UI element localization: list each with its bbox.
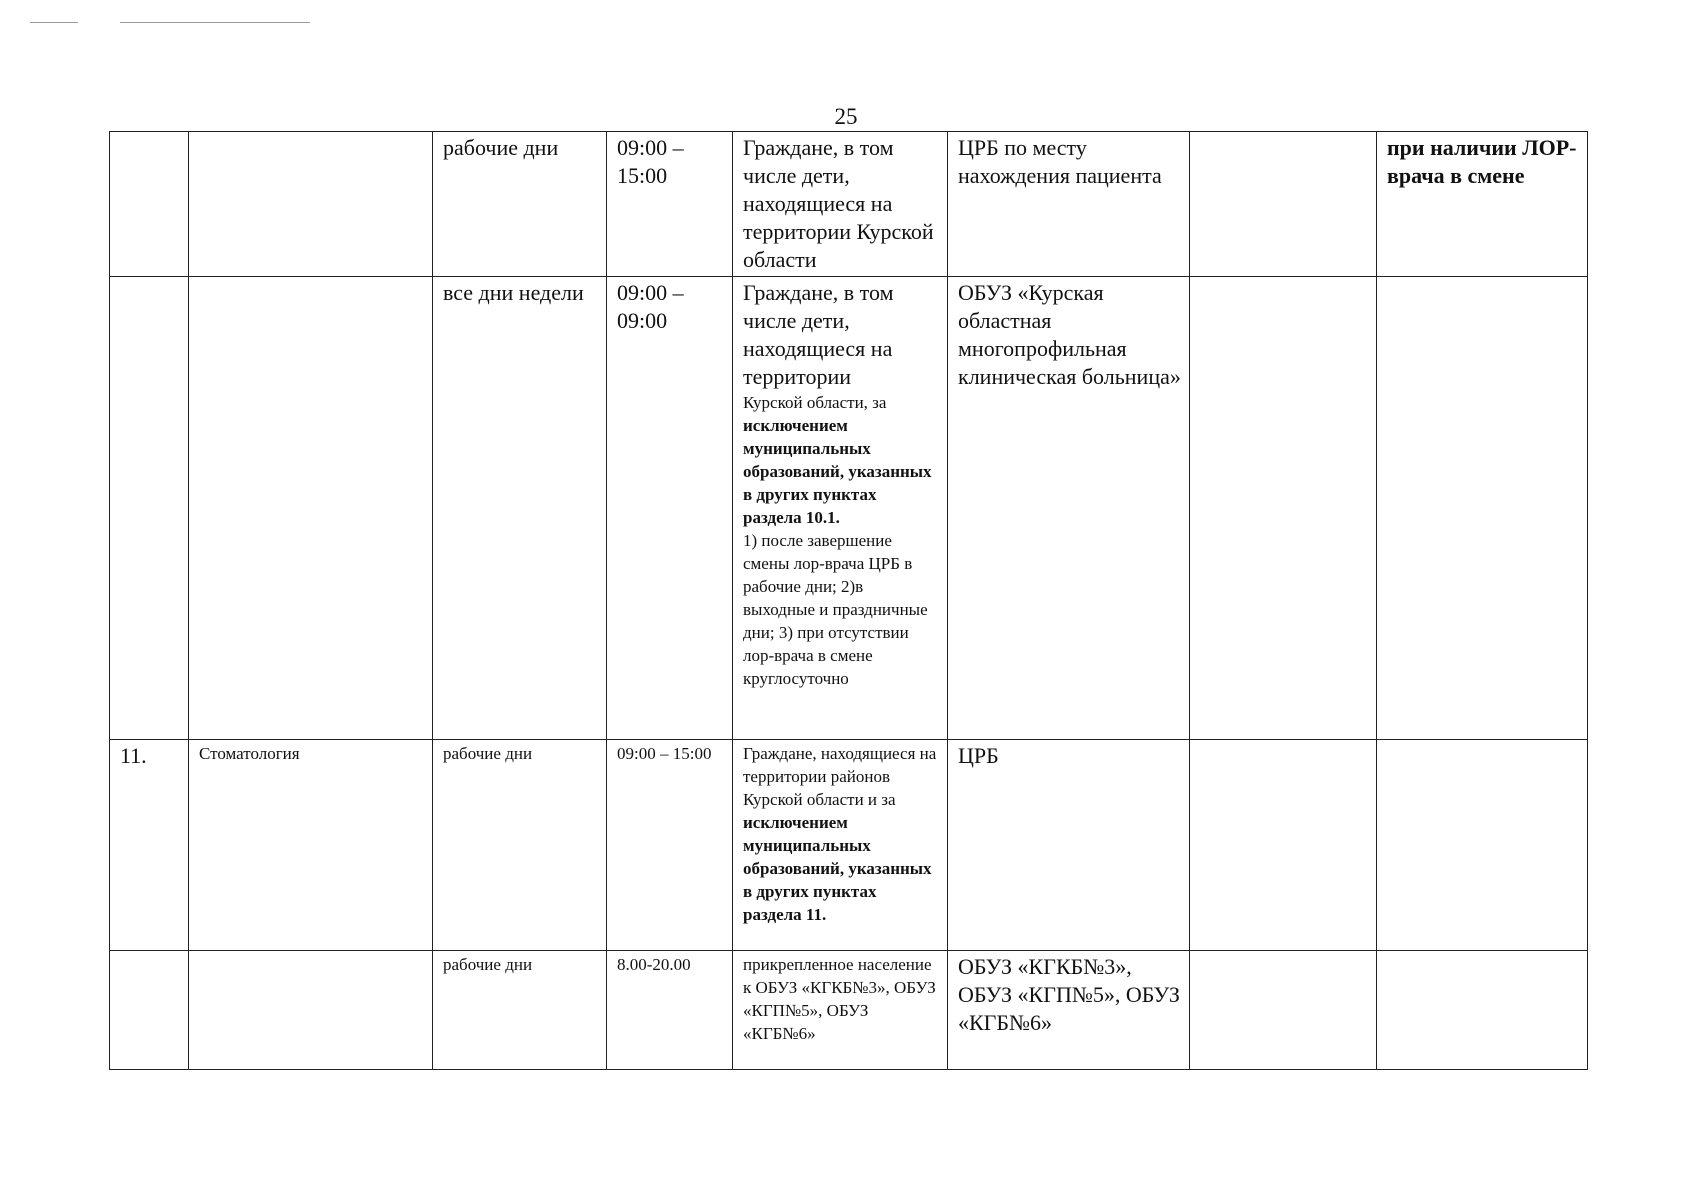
row-number-cell <box>110 132 189 277</box>
population-conditions-text: 1) после завершение смены лор-врача ЦРБ в рабочие дни; 2)в выходные и праздничные дни; 3) при отсутствии лор-врача в смене круглосуточно <box>743 531 928 688</box>
population-cell <box>733 277 948 740</box>
row-number-cell: 11. <box>110 740 189 951</box>
note-cell <box>1377 951 1588 1070</box>
specialty-cell <box>189 951 433 1070</box>
empty-cell <box>1190 132 1377 277</box>
population-cell: прикрепленное население к ОБУЗ «КГКБ№3», ОБУЗ «КГП№5», ОБУЗ «КГБ№6» <box>733 951 948 1070</box>
empty-cell <box>1190 951 1377 1070</box>
population-cell <box>733 740 948 951</box>
organization-cell: ОБУЗ «Курская областная многопрофильная клиническая больница» <box>948 277 1190 740</box>
days-cell: рабочие дни <box>433 951 607 1070</box>
hours-cell: 09:00 – 09:00 <box>607 277 733 740</box>
days-cell: рабочие дни <box>433 740 607 951</box>
specialty-cell: Стоматология <box>189 740 433 951</box>
note-cell <box>1377 277 1588 740</box>
table-row <box>110 132 1588 277</box>
note-cell: при наличии ЛОР-врача в смене <box>1377 132 1588 277</box>
population-exclusion-text: исключением муниципальных образований, указанных в других пунктах раздела 10.1. <box>743 416 932 527</box>
table-row <box>110 277 1588 740</box>
table-row <box>110 740 1588 951</box>
empty-cell <box>1190 277 1377 740</box>
organization-cell: ЦРБ <box>948 740 1190 951</box>
scan-speck <box>30 22 78 23</box>
hours-cell: 09:00 – 15:00 <box>607 740 733 951</box>
scan-speck <box>120 22 310 23</box>
hours-cell: 09:00 – 15:00 <box>607 132 733 277</box>
schedule-table <box>109 131 1588 1070</box>
hours-cell: 8.00-20.00 <box>607 951 733 1070</box>
population-text: Граждане, находящиеся на территории районов Курской области и за <box>743 744 937 809</box>
note-cell <box>1377 740 1588 951</box>
organization-cell: ОБУЗ «КГКБ№3», ОБУЗ «КГП№5», ОБУЗ «КГБ№6» <box>948 951 1190 1070</box>
days-cell: рабочие дни <box>433 132 607 277</box>
population-text: Граждане, в том числе дети, находящиеся на территории <box>743 280 894 389</box>
row-number-cell <box>110 277 189 740</box>
table-row <box>110 951 1588 1070</box>
specialty-cell <box>189 277 433 740</box>
page-number: 25 <box>834 104 858 129</box>
organization-cell: ЦРБ по месту нахождения пациента <box>948 132 1190 277</box>
population-text: Курской области, за <box>743 393 887 412</box>
population-exclusion-text: исключением муниципальных образований, указанных в других пунктах раздела 11. <box>743 813 932 924</box>
specialty-cell <box>189 132 433 277</box>
days-cell: все дни недели <box>433 277 607 740</box>
row-number-cell <box>110 951 189 1070</box>
empty-cell <box>1190 740 1377 951</box>
population-cell: Граждане, в том числе дети, находящиеся на территории Курской области <box>733 132 948 277</box>
